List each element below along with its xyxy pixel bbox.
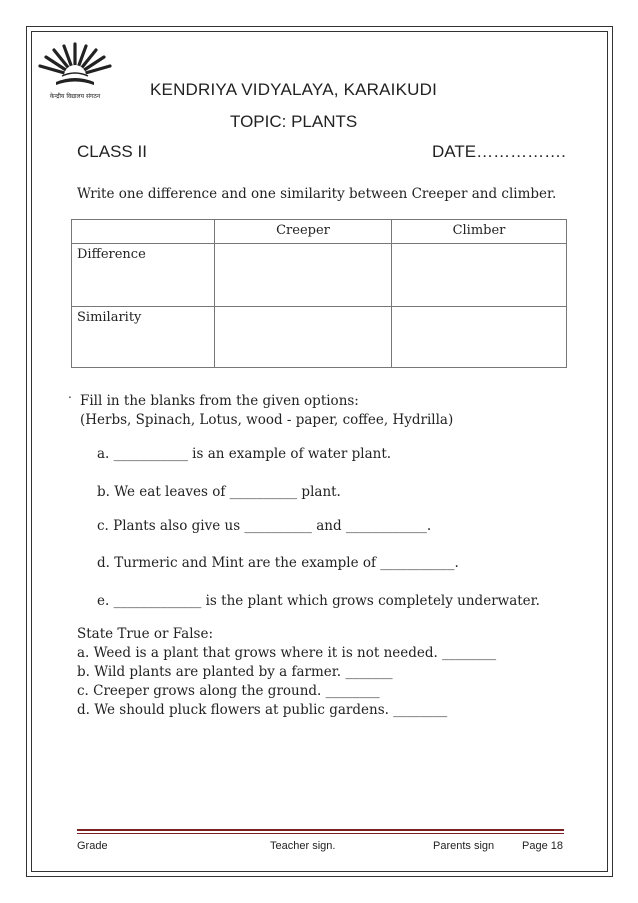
question-3-title: State True or False:	[77, 626, 214, 642]
fill-blank-item: a. ___________ is an example of water plant.	[97, 446, 392, 462]
table-header-cell	[72, 220, 215, 244]
fill-blank-item: d. Turmeric and Mint are the example of ___________.	[97, 555, 459, 571]
class-label: CLASS II	[77, 142, 147, 161]
question-2-heading	[80, 392, 453, 430]
question-2-title: Fill in the blanks from the given options:	[80, 393, 359, 409]
fill-blank-item: c. Plants also give us __________ and ____________.	[97, 518, 432, 534]
kvs-logo	[34, 38, 116, 102]
true-false-item: d. We should pluck flowers at public gardens. ________	[77, 702, 448, 718]
date-field: DATE…………….	[432, 142, 566, 161]
topic-heading: TOPIC: PLANTS	[230, 112, 358, 131]
footer-parents-sign: Parents sign	[433, 840, 495, 852]
question-2-bullet: .	[68, 387, 72, 401]
question-1-text: Write one difference and one similarity between Creeper and climber.	[77, 186, 557, 202]
footer-teacher-sign: Teacher sign.	[270, 840, 336, 852]
footer-page-number: Page 18	[522, 840, 563, 852]
footer-grade: Grade	[77, 840, 108, 852]
table-row	[72, 244, 567, 307]
table-row	[72, 307, 567, 368]
comparison-table	[71, 219, 567, 368]
row-label-difference: Difference	[72, 244, 215, 307]
answer-cell[interactable]	[392, 307, 567, 368]
answer-cell[interactable]	[215, 307, 392, 368]
table-header-cell: Climber	[392, 220, 567, 244]
svg-text:केन्द्रीय विद्यालय संगठन: केन्द्रीय विद्यालय संगठन	[49, 93, 101, 100]
sun-emblem-icon	[34, 38, 116, 102]
answer-cell[interactable]	[392, 244, 567, 307]
fill-blank-item: b. We eat leaves of __________ plant.	[97, 484, 341, 500]
table-header-row	[72, 220, 567, 244]
school-name: KENDRIYA VIDYALAYA, KARAIKUDI	[150, 80, 438, 99]
true-false-item: b. Wild plants are planted by a farmer. _______	[77, 664, 393, 680]
question-2-options: (Herbs, Spinach, Lotus, wood - paper, coffee, Hydrilla)	[80, 412, 454, 428]
footer-rule	[77, 829, 564, 831]
fill-blank-item: e. _____________ is the plant which grows completely underwater.	[97, 593, 540, 609]
true-false-item: c. Creeper grows along the ground. ________	[77, 683, 380, 699]
answer-cell[interactable]	[215, 244, 392, 307]
table-header-cell: Creeper	[215, 220, 392, 244]
footer-rule-thin	[77, 833, 564, 834]
true-false-item: a. Weed is a plant that grows where it is not needed. ________	[77, 645, 497, 661]
row-label-similarity: Similarity	[72, 307, 215, 368]
